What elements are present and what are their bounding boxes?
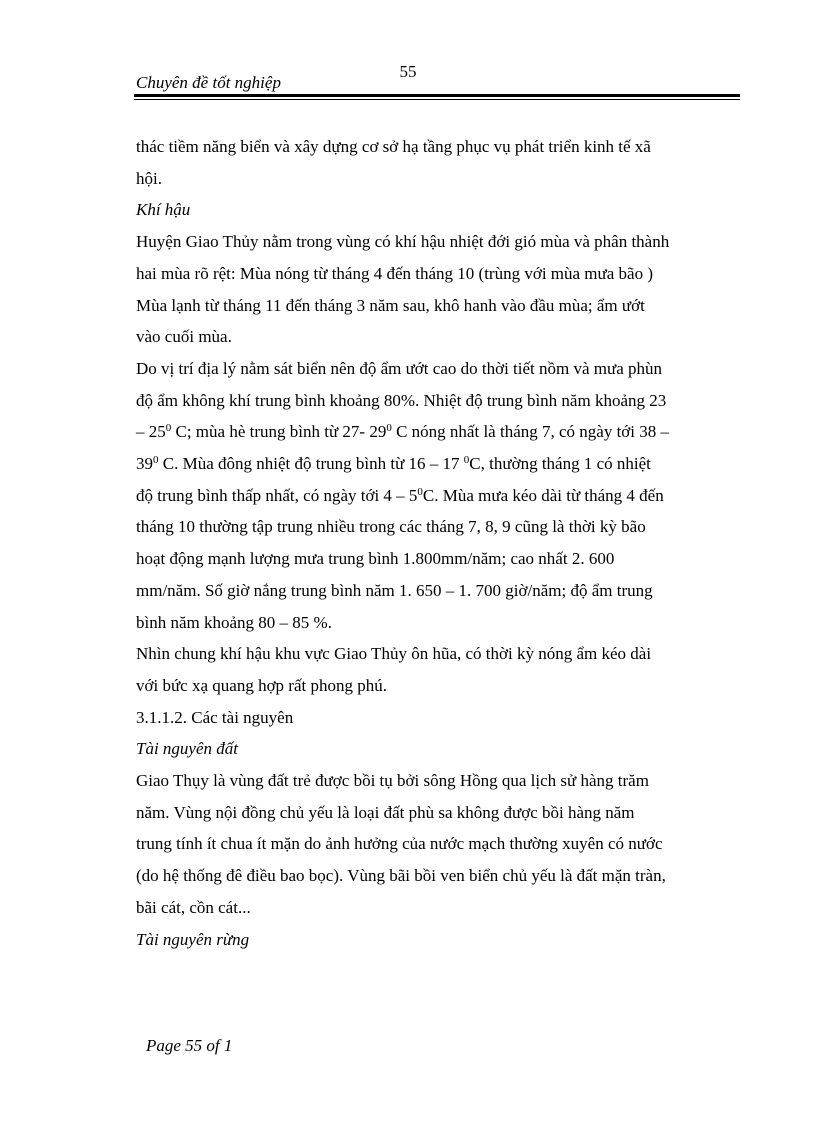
- text-segment: độ trung bình thấp nhất, có ngày tới 4 – 5: [136, 485, 418, 505]
- text-line: Do vị trí địa lý nằm sát biển nên độ ẩm ướt cao do thời tiết nồm và mưa phùn: [136, 358, 663, 378]
- header-rule-thick: [134, 94, 740, 97]
- text-line: độ ẩm không khí trung bình khoảng 80%. Nhiệt độ trung bình năm khoảng 23: [136, 390, 667, 410]
- text-line: vào cuối mùa.: [136, 327, 232, 347]
- text-segment: C; mùa hè trung bình từ 27- 29: [171, 422, 387, 442]
- text-line: [136, 480, 739, 512]
- degree-superscript: 0: [165, 422, 172, 435]
- text-line: hội.: [136, 168, 162, 188]
- degree-superscript: 0: [417, 485, 423, 498]
- text-segment: C. Mùa mưa kéo dài từ tháng 4 đến: [422, 485, 664, 505]
- section-heading-resources: 3.1.1.2. Các tài nguyên: [136, 707, 294, 727]
- text-line: Giao Thụy là vùng đất trẻ được bồi tụ bởi sông Hồng qua lịch sử hàng trăm: [136, 771, 649, 791]
- text-line: [136, 416, 739, 448]
- text-segment: C. Mùa đông nhiệt độ trung bình từ 16 – 17: [158, 454, 464, 474]
- text-segment: 39: [136, 454, 153, 474]
- header-title: Chuyên đề tốt nghiệp: [136, 73, 281, 92]
- degree-superscript: 0: [463, 454, 470, 467]
- text-line: (do hệ thống đê điều bao bọc). Vùng bãi bồi ven biển chủ yếu là đất mặn tràn,: [136, 866, 666, 886]
- header-rule-thin: [134, 99, 740, 100]
- text-line: hai mùa rõ rệt: Mùa nóng từ tháng 4 đến tháng 10 (trùng với mùa mưa bão ): [136, 263, 653, 283]
- text-line: hoạt động mạnh lượng mưa trung bình 1.800mm/năm; cao nhất 2. 600: [136, 549, 615, 569]
- text-line: Mùa lạnh từ tháng 11 đến tháng 3 năm sau, khô hanh vào đầu mùa; ẩm ướt: [136, 295, 645, 315]
- degree-superscript: 0: [386, 422, 392, 435]
- text-line: với bức xạ quang hợp rất phong phú.: [136, 675, 387, 695]
- text-line: trung tính ít chua ít mặn do ảnh hưởng của nước mạch thường xuyên có nước: [136, 834, 663, 854]
- text-line: tháng 10 thường tập trung nhiều trong các tháng 7, 8, 9 cũng là thời kỳ bão: [136, 517, 646, 537]
- text-line: Huyện Giao Thủy nằm trong vùng có khí hậu nhiệt đới gió mùa và phân thành: [136, 232, 670, 252]
- text-segment: C nóng nhất là tháng 7, có ngày tới 38 –: [391, 422, 670, 442]
- text-line: bình năm khoảng 80 – 85 %.: [136, 612, 332, 632]
- text-line: năm. Vùng nội đồng chủ yếu là loại đất phù sa không được bồi hàng năm: [136, 802, 635, 822]
- section-heading-forest: Tài nguyên rừng: [136, 929, 250, 949]
- text-line: mm/năm. Số giờ nắng trung bình năm 1. 650 – 1. 700 giờ/năm; độ ẩm trung: [136, 580, 653, 600]
- text-line: Nhìn chung khí hậu khu vực Giao Thủy ôn hũa, có thời kỳ nóng ẩm kéo dài: [136, 644, 652, 664]
- text-segment: – 25: [136, 422, 166, 442]
- page-footer: Page 55 of 1: [146, 1036, 233, 1055]
- section-heading-climate: Khí hậu: [136, 200, 191, 220]
- text-line: thác tiềm năng biển và xây dựng cơ sở hạ tầng phục vụ phát triển kinh tế xã: [136, 137, 651, 156]
- text-segment: C, thường tháng 1 có nhiệt: [469, 454, 651, 474]
- section-heading-land: Tài nguyên đất: [136, 739, 238, 759]
- degree-superscript: 0: [153, 454, 159, 467]
- page-number: 55: [399, 62, 417, 81]
- text-line: [136, 448, 739, 480]
- text-line: bãi cát, cồn cát...: [136, 897, 251, 917]
- document-body: [136, 131, 739, 955]
